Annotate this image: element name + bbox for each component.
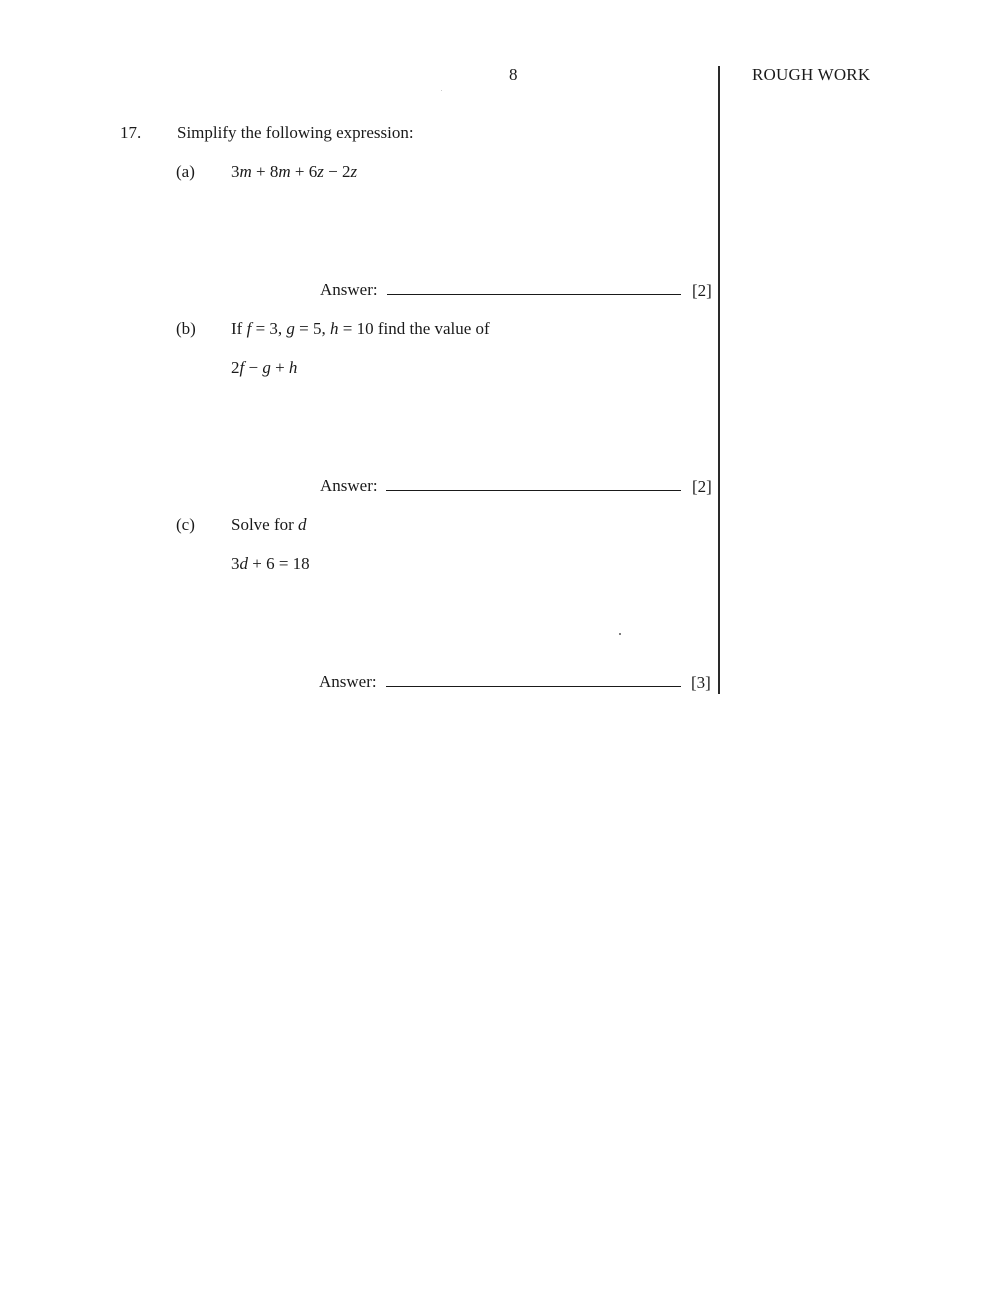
question-number: 17. <box>120 123 142 142</box>
part-c-label: (c) <box>176 515 195 534</box>
part-b-label: (b) <box>176 319 196 338</box>
part-a-answer-label: Answer: <box>320 280 378 299</box>
part-b-answer-label: Answer: <box>320 476 378 495</box>
part-c-marks: [3] <box>691 673 711 692</box>
part-c-equation: 3d + 6 = 18 <box>231 554 310 573</box>
part-c-answer-label: Answer: <box>319 672 377 691</box>
rough-work-divider <box>718 66 720 694</box>
question-prompt: Simplify the following expression: <box>177 123 414 142</box>
part-a-answer-field[interactable] <box>387 294 681 295</box>
part-b-expression: 2f − g + h <box>231 358 298 377</box>
part-c-instruction: Solve for d <box>231 515 307 534</box>
part-a-marks: [2] <box>692 281 712 300</box>
part-a-expression: 3m + 8m + 6z − 2z <box>231 162 358 181</box>
part-b-marks: [2] <box>692 477 712 496</box>
part-b-answer-field[interactable] <box>386 490 681 491</box>
scan-speck <box>619 633 621 635</box>
scan-speck <box>441 90 442 91</box>
page-number: 8 <box>509 65 518 84</box>
part-b-condition: If f = 3, g = 5, h = 10 find the value of <box>231 319 490 338</box>
part-a-label: (a) <box>176 162 195 181</box>
rough-work-heading: ROUGH WORK <box>752 65 871 84</box>
part-c-answer-field[interactable] <box>386 686 681 687</box>
